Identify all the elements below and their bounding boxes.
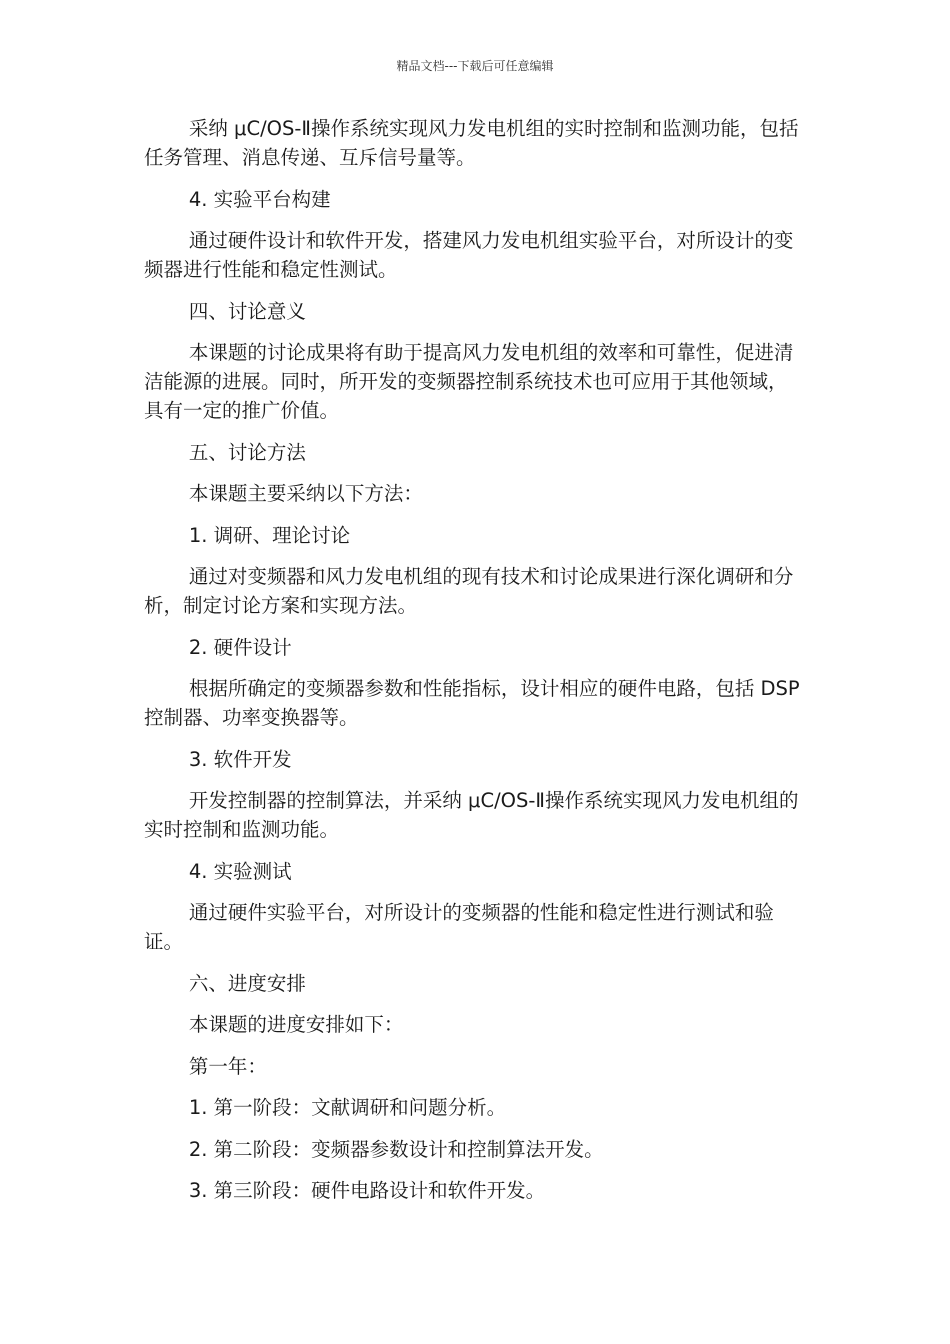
heading-research-significance: 四、讨论意义 (188, 299, 306, 323)
paragraph-survey-theory: 通过对变频器和风力发电机组的现有技术和讨论成果进行深化调研和分析，制定讨论方案和实现方法。 (144, 565, 794, 617)
heading-experiment-testing: 4. 实验测试 (188, 859, 292, 883)
heading-hardware-design: 2. 硬件设计 (188, 635, 292, 659)
paragraph-software-development: 开发控制器的控制算法，并采纳 μC/OS-Ⅱ操作系统实现风力发电机组的实时控制和监测功能。 (144, 789, 799, 841)
paragraph-first-year: 第一年： (188, 1054, 267, 1078)
paragraph-experiment-platform: 通过硬件设计和软件开发，搭建风力发电机组实验平台，对所设计的变频器进行性能和稳定性测试。 (144, 229, 794, 281)
heading-survey-theory: 1. 调研、理论讨论 (188, 523, 351, 547)
paragraph-hardware-design: 根据所确定的变频器参数和性能指标，设计相应的硬件电路，包括 DSP 控制器、功率变换器等。 (144, 677, 800, 729)
heading-experiment-platform: 4. 实验平台构建 (188, 187, 331, 211)
page-header: 精品文档---下载后可任意编辑 (396, 59, 554, 73)
list-item-stage-three: 3. 第三阶段：硬件电路设计和软件开发。 (188, 1179, 546, 1202)
paragraph-experiment-testing: 通过硬件实验平台，对所设计的变频器的性能和稳定性进行测试和验证。 (144, 901, 774, 953)
paragraph-ucos-adoption: 采纳 μC/OS-Ⅱ操作系统实现风力发电机组的实时控制和监测功能，包括任务管理、消息传递、互斥信号量等。 (144, 117, 799, 169)
heading-research-methods: 五、讨论方法 (188, 440, 306, 464)
paragraph-schedule-intro: 本课题的进度安排如下： (188, 1013, 404, 1036)
heading-schedule: 六、进度安排 (188, 971, 306, 995)
document-body (144, 114, 800, 1218)
paragraph-research-significance: 本课题的讨论成果将有助于提高风力发电机组的效率和可靠性，促进清洁能源的进展。同时，所开发的变频器控制系统技术也可应用于其他领域，具有一定的推广价值。 (144, 341, 794, 422)
paragraph-methods-intro: 本课题主要采纳以下方法： (188, 482, 423, 505)
list-item-stage-one: 1. 第一阶段：文献调研和问题分析。 (188, 1096, 507, 1119)
list-item-stage-two: 2. 第二阶段：变频器参数设计和控制算法开发。 (188, 1137, 604, 1161)
heading-software-development: 3. 软件开发 (188, 747, 292, 771)
